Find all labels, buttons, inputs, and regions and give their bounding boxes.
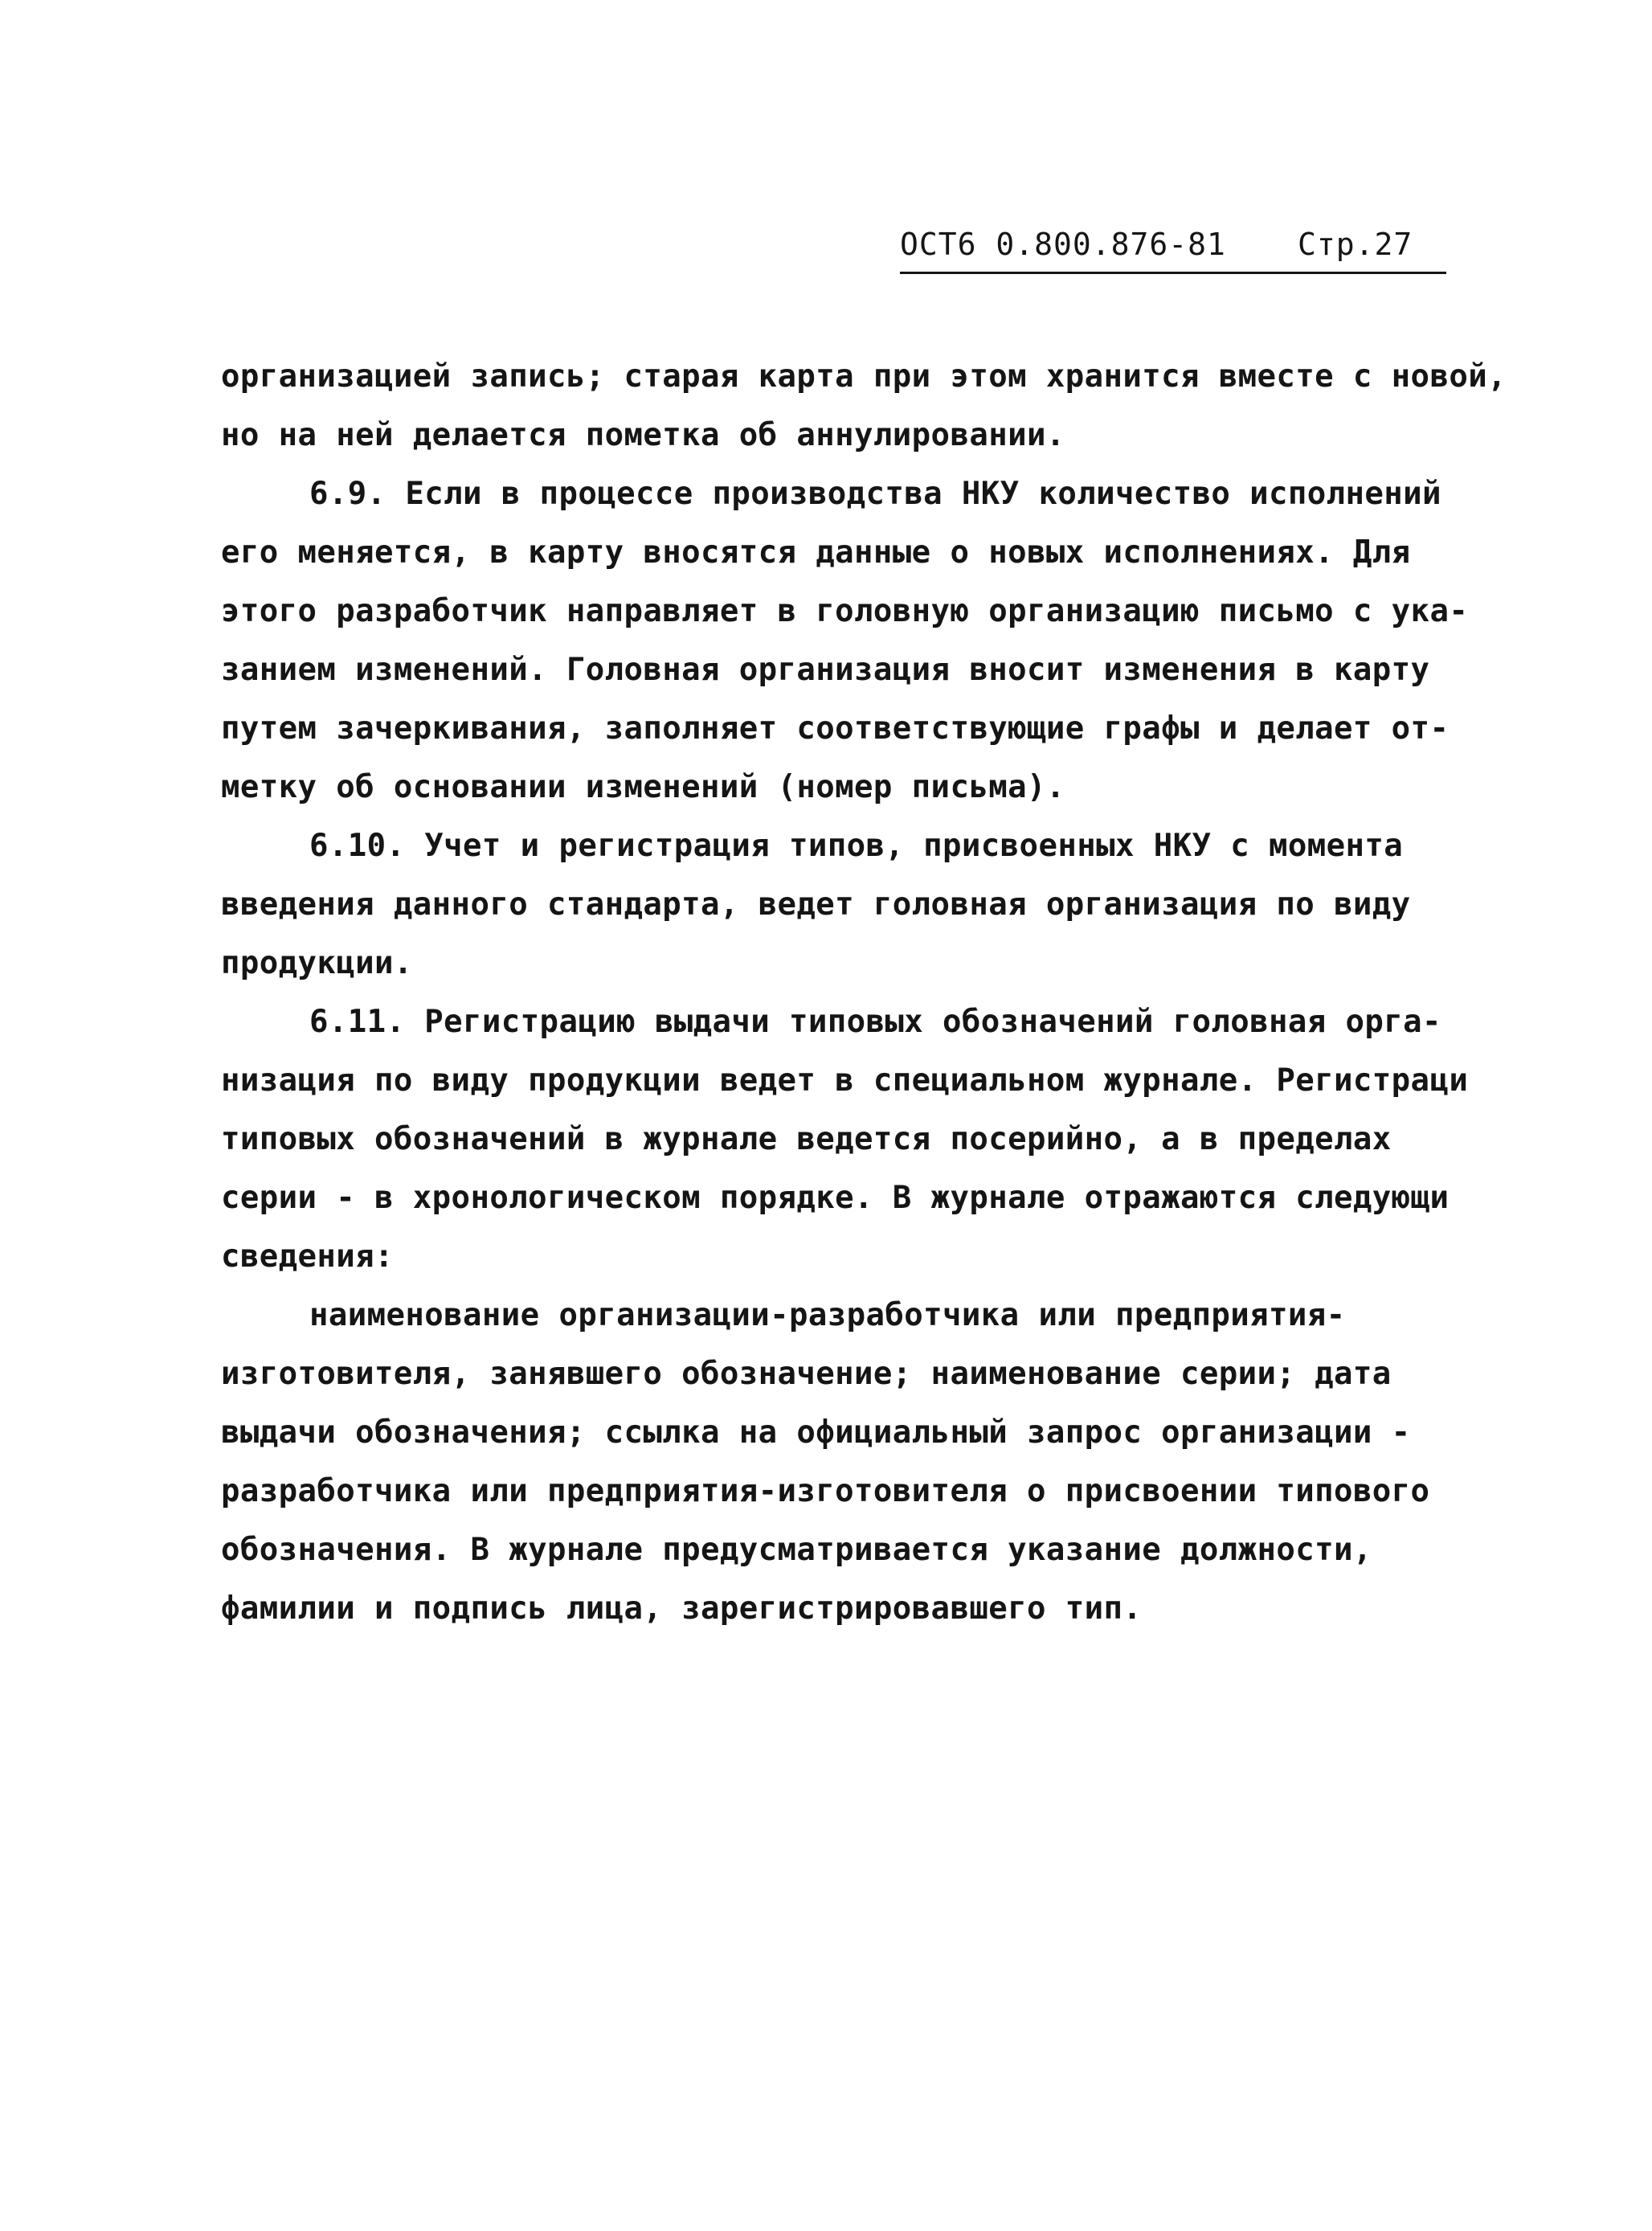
page-number: Стр.27 <box>1298 227 1413 262</box>
text-line: фамилии и подпись лица, зарегистрировавшего тип. <box>221 1590 1143 1627</box>
text-line: метку об основании изменений (номер письма). <box>221 769 1065 805</box>
text-line: его меняется, в карту вносятся данные о новых исполнениях. Для <box>221 534 1411 571</box>
paragraph-6-10-start: 6.10. Учет и регистрация типов, присвоенных НКУ с момента <box>309 828 1404 864</box>
text-line: обозначения. В журнале предусматривается указание должности, <box>221 1532 1372 1568</box>
text-line: сведения: <box>221 1238 394 1275</box>
standard-number: ОСТ6 0.800.876-81 <box>900 227 1226 262</box>
paragraph-6-9-start: 6.9. Если в процессе производства НКУ количество исполнений <box>309 476 1441 512</box>
text-line: этого разработчик направляет в головную организацию письмо с ука- <box>221 593 1469 629</box>
page-header <box>900 227 1446 274</box>
text-line: разработчика или предприятия-изготовителя о присвоении типового <box>221 1473 1430 1509</box>
text-line: продукции. <box>221 945 413 981</box>
body-text <box>221 347 1507 1638</box>
text-line: занием изменений. Головная организация вносит изменения в карту <box>221 652 1430 688</box>
text-line: организацией запись; старая карта при этом хранится вместе с новой, <box>221 358 1507 395</box>
text-line: низация по виду продукции ведет в специальном журнале. Регистраци <box>221 1062 1469 1099</box>
text-line: путем зачеркивания, заполняет соответствующие графы и делает от- <box>221 710 1450 747</box>
paragraph-6-11-start: 6.11. Регистрацию выдачи типовых обозначений головная орга- <box>309 1004 1441 1040</box>
text-line: серии - в хронологическом порядке. В журнале отражаются следующи <box>221 1180 1450 1216</box>
text-line: изготовителя, занявшего обозначение; наименование серии; дата <box>221 1356 1392 1392</box>
text-line: но на ней делается пометка об аннулировании. <box>221 417 1065 453</box>
text-line: выдачи обозначения; ссылка на официальный запрос организации - <box>221 1414 1411 1451</box>
text-line: введения данного стандарта, ведет головная организация по виду <box>221 886 1411 923</box>
paragraph-list-start: наименование организации-разработчика или предприятия- <box>309 1297 1346 1333</box>
text-line: типовых обозначений в журнале ведется посерийно, а в пределах <box>221 1121 1392 1157</box>
